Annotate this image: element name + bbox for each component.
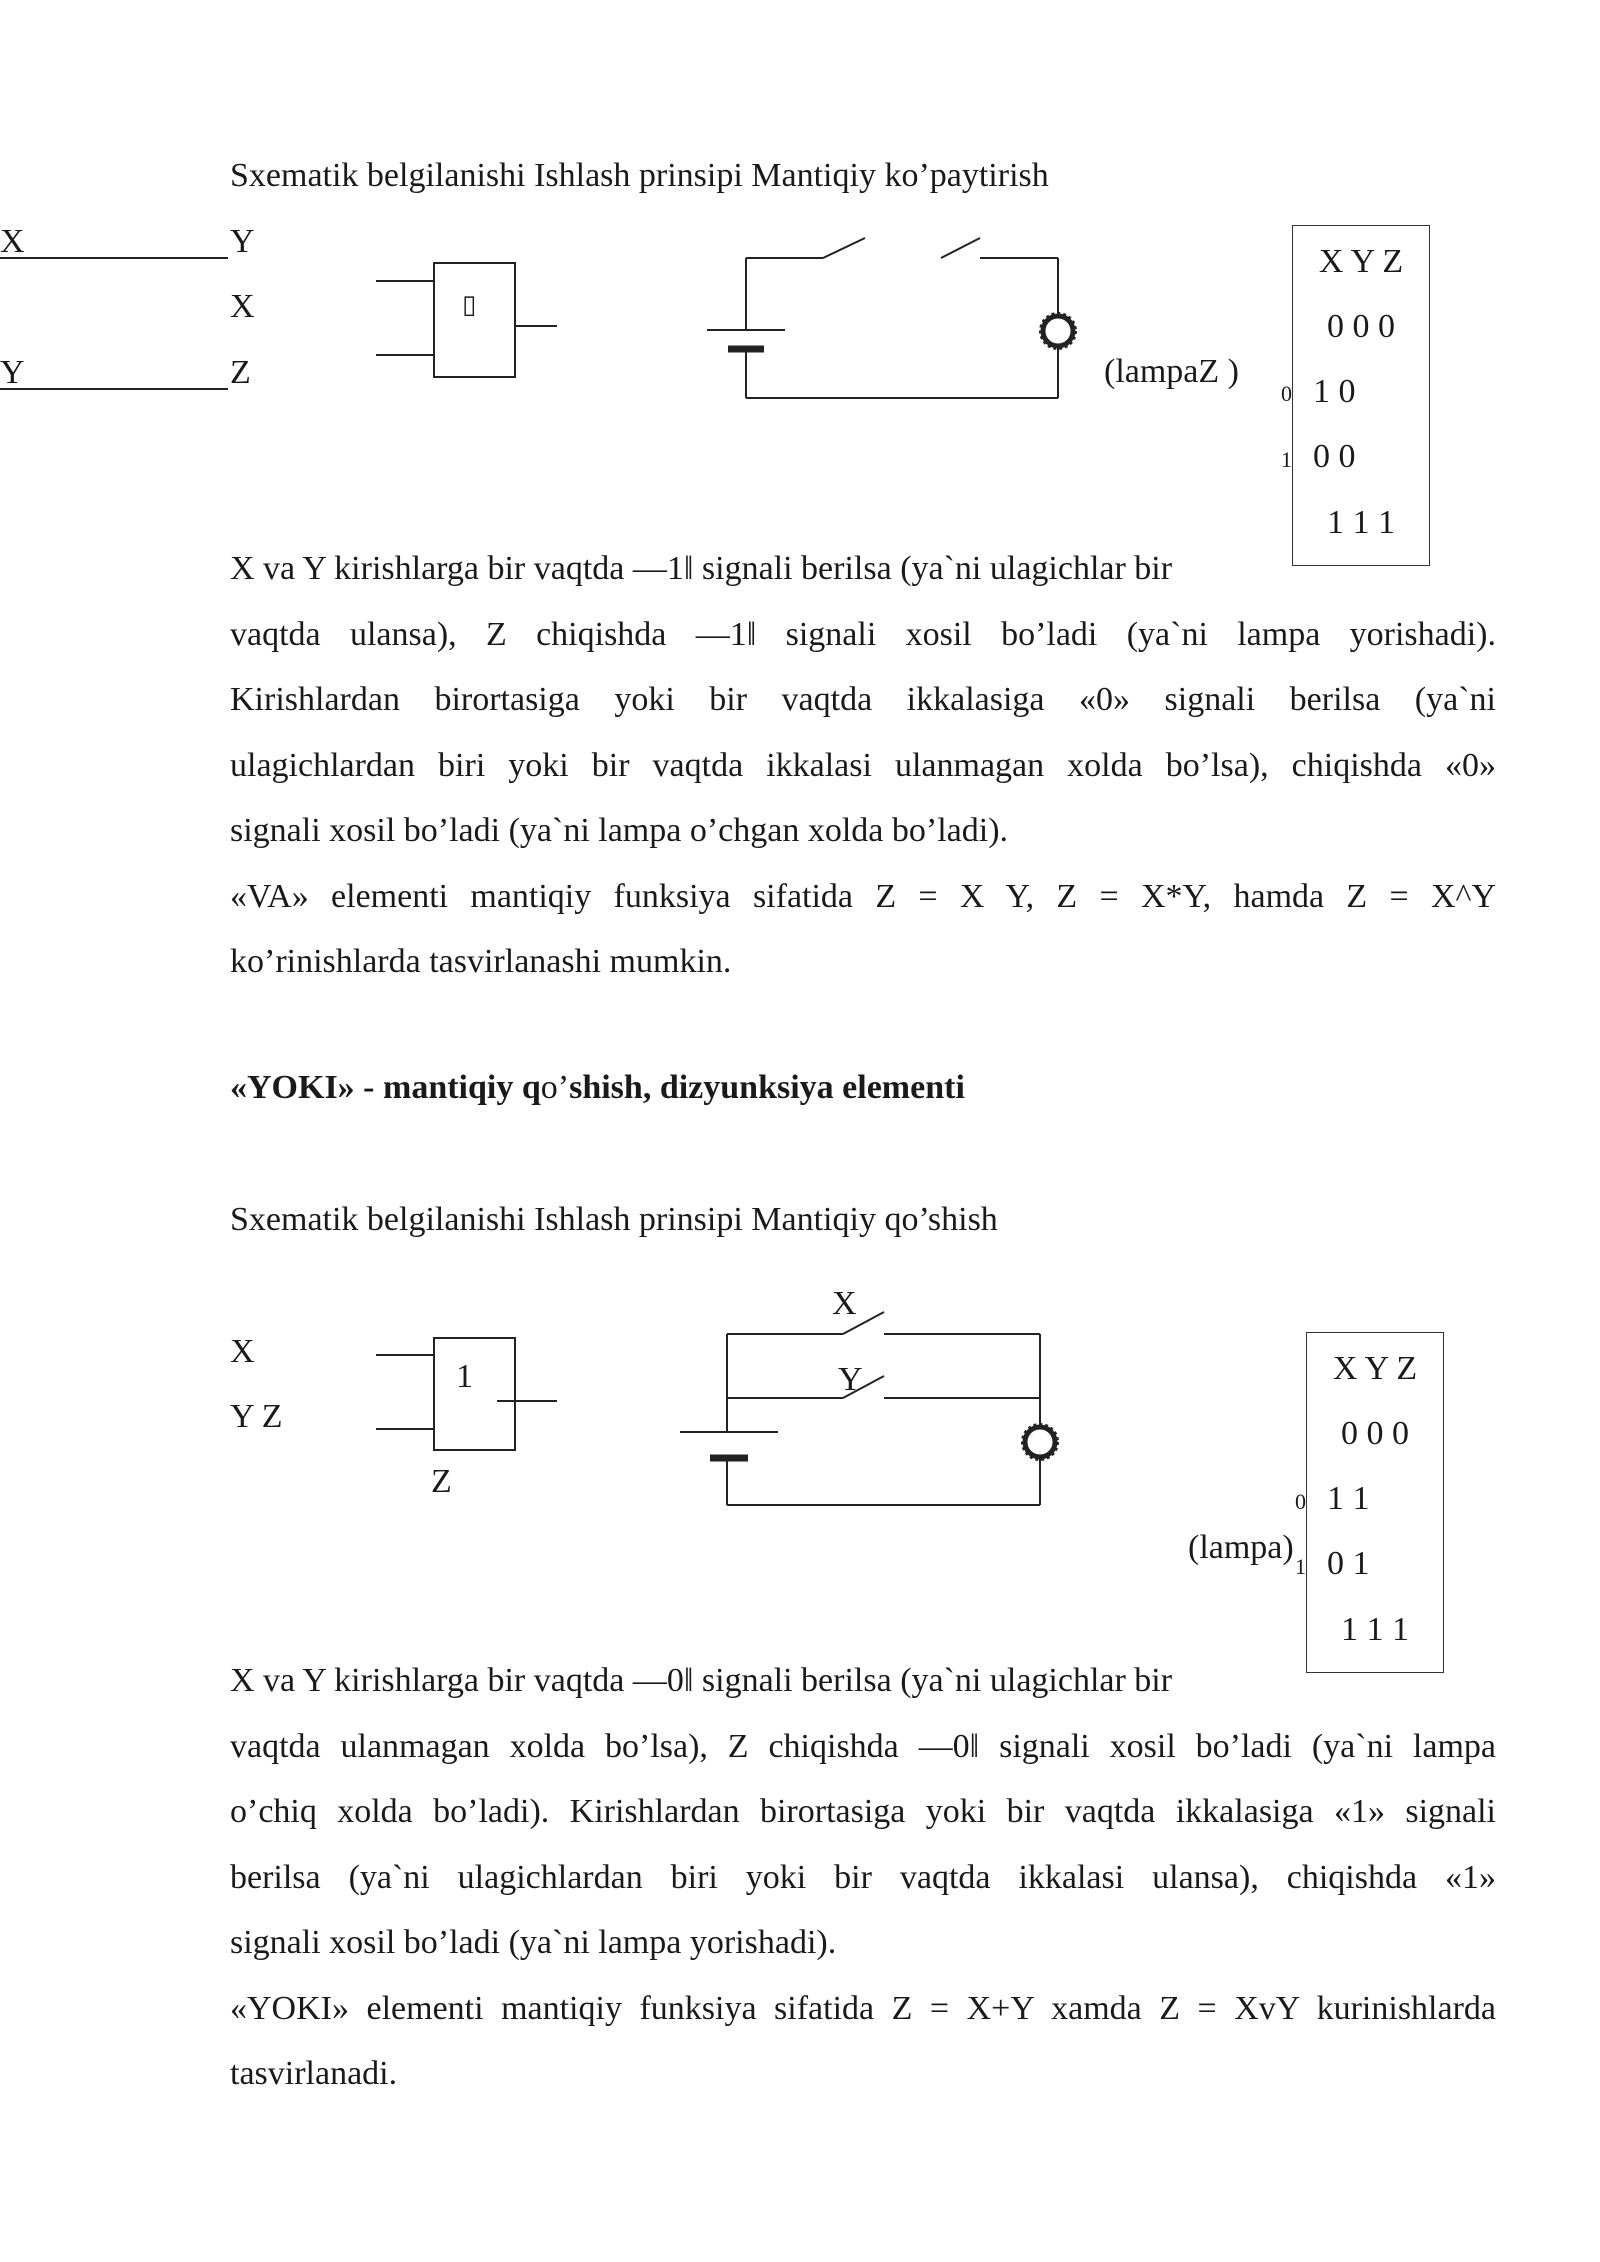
and-paragraph-line: ko’rinishlarda tasvirlanashi mumkin. bbox=[230, 943, 732, 980]
or-paragraph-line: o’chiq xolda bo’ladi). Kirishlardan birortasiga yoki bir vaqtda ikkalasiga «1» signali bbox=[230, 1793, 1496, 1830]
and-paragraph-line: ulagichlardan biri yoki bir vaqtda ikkalasi ulanmagan xolda bo’lsa), chiqishda «0» bbox=[230, 746, 1496, 784]
and-side-mark-0: 0 bbox=[1281, 381, 1292, 406]
and-output-label-z: Z bbox=[230, 354, 251, 391]
or-switch-label-y: Y bbox=[838, 1361, 863, 1398]
or-truth-row-3: 0 1 bbox=[1327, 1545, 1370, 1582]
or-paragraph-line: tasvirlanadi. bbox=[230, 2055, 398, 2092]
and-input-label-x: X bbox=[0, 223, 25, 260]
and-paragraph-line: «VA» elementi mantiqiy funksiya sifatida Z = X Y, Z = X*Y, hamda Z = X^Y bbox=[230, 877, 1496, 915]
or-output-label-z: Z bbox=[431, 1463, 452, 1500]
or-paragraph-line: «YOKI» elementi mantiqiy funksiya sifatida Z = X+Y xamda Z = XvY kurinishlarda bbox=[230, 1989, 1496, 2027]
or-lamp-label: (lampa) bbox=[1188, 1529, 1294, 1566]
and-truth-row-2: 1 0 bbox=[1313, 373, 1356, 410]
and-side-mark-1: 1 bbox=[1281, 447, 1292, 472]
and-paragraph-line: signali xosil bo’ladi (ya`ni lampa o’chgan xolda bo’ladi). bbox=[230, 812, 1009, 849]
or-paragraph-line: X va Y kirishlarga bir vaqtda ―0‖ signali berilsa (ya`ni ulagichlar bir bbox=[230, 1662, 1173, 1699]
or-truth-header: X Y Z bbox=[1332, 1350, 1418, 1387]
and-truth-row-4: 1 1 1 bbox=[1327, 504, 1395, 541]
or-parallel-circuit bbox=[680, 1312, 1040, 1505]
or-switch-label-x: X bbox=[832, 1285, 857, 1322]
or-paragraph bbox=[230, 1648, 1496, 2107]
or-lamp-icon bbox=[1022, 1424, 1058, 1460]
or-side-mark-1: 1 bbox=[1295, 1554, 1306, 1579]
or-heading-part-3: shish, dizyunksiya elementi bbox=[569, 1069, 965, 1106]
and-subheading: Sxematik belgilanishi Ishlash prinsipi Mantiqiy ko’paytirish bbox=[230, 157, 1049, 194]
or-gate-label: 1 bbox=[456, 1358, 473, 1395]
or-truth-table bbox=[1306, 1332, 1444, 1673]
and-gate-symbol: ▯ bbox=[462, 290, 477, 319]
or-paragraph-line: vaqtda ulanmagan xolda bo’lsa), Z chiqishda ―0‖ signali xosil bo’ladi (ya`ni lampa bbox=[230, 1727, 1496, 1765]
or-truth-row-4: 1 1 1 bbox=[1341, 1611, 1409, 1648]
and-paragraph-line: X va Y kirishlarga bir vaqtda ―1‖ signali berilsa (ya`ni ulagichlar bir bbox=[230, 550, 1173, 587]
or-subheading: Sxematik belgilanishi Ishlash prinsipi Mantiqiy qo’shish bbox=[230, 1201, 998, 1238]
and-truth-row-1: 0 0 0 bbox=[1327, 308, 1395, 345]
or-truth-row-1: 0 0 0 bbox=[1341, 1415, 1409, 1452]
or-heading-part-1: «YOKI» - mantiqiy q bbox=[230, 1069, 541, 1106]
or-paragraph-line: signali xosil bo’ladi (ya`ni lampa yorishadi). bbox=[230, 1924, 837, 1961]
or-side-mark-0: 0 bbox=[1295, 1489, 1306, 1514]
or-input-label-x: X bbox=[230, 1333, 255, 1370]
and-input-label-y: Y bbox=[230, 223, 255, 260]
and-input-label-y2: Y bbox=[0, 354, 25, 391]
and-paragraph-line: Kirishlardan birortasiga yoki bir vaqtda ikkalasiga «0» signali berilsa (ya`ni bbox=[230, 681, 1496, 718]
and-paragraph-line: vaqtda ulansa), Z chiqishda ―1‖ signali xosil bo’ladi (ya`ni lampa yorishadi). bbox=[230, 615, 1496, 653]
and-lamp-label: (lampaZ ) bbox=[1104, 353, 1239, 390]
or-truth-row-2: 1 1 bbox=[1327, 1480, 1370, 1517]
or-paragraph-line: berilsa (ya`ni ulagichlardan biri yoki bir vaqtda ikkalasi ulansa), chiqishda «1» bbox=[230, 1858, 1496, 1896]
and-truth-row-3: 0 0 bbox=[1313, 438, 1356, 475]
or-input-label-yz: Y Z bbox=[230, 1398, 283, 1435]
and-input-label-x2: X bbox=[230, 288, 255, 325]
and-truth-header: X Y Z bbox=[1318, 243, 1404, 280]
or-heading-part-2: o’ bbox=[540, 1069, 570, 1106]
